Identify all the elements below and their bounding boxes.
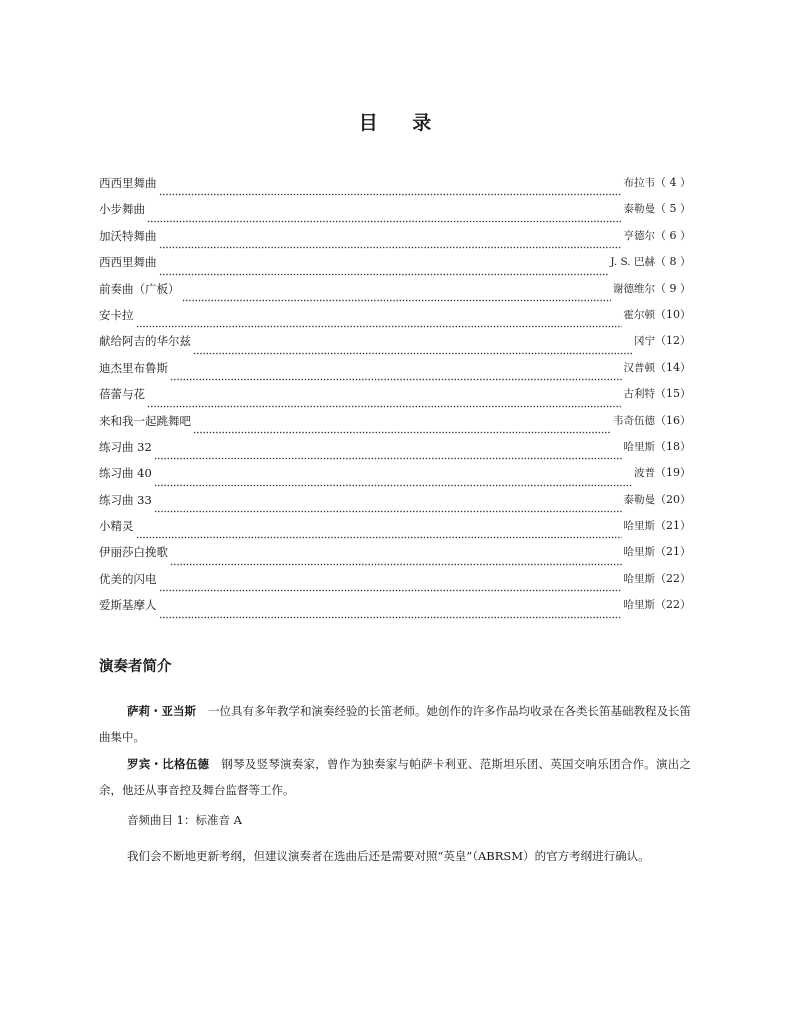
toc-entry-page: （14）	[655, 360, 691, 374]
toc-entry-title: 前奏曲（广板）	[99, 281, 180, 296]
audio-track-note: 音频曲目 1：标准音 A	[127, 813, 242, 827]
table-of-contents	[99, 170, 691, 619]
performers-heading: 演奏者简介	[99, 659, 172, 675]
toc-entry-page: （15）	[655, 387, 691, 401]
toc-entry[interactable]	[99, 196, 691, 222]
dot-leader	[159, 602, 622, 619]
toc-entry-composer: 古利特	[623, 388, 655, 401]
toc-entry[interactable]	[99, 487, 691, 513]
toc-entry-composer: 哈里斯	[623, 572, 655, 585]
dot-leader	[193, 417, 611, 434]
toc-entry[interactable]	[99, 276, 691, 302]
page-title: 目 录	[358, 112, 446, 134]
dot-leader	[147, 206, 622, 223]
syllabus-note: 我们会不断地更新考纲，但建议演奏者在选曲后还是需要对照“英皇”（ABRSM）的官方考纲进行确认。	[127, 849, 650, 863]
toc-entry-title: 迪杰里布鲁斯	[99, 360, 168, 375]
dot-leader	[154, 496, 622, 513]
toc-entry-composer: 韦奇伍德	[613, 414, 655, 427]
performer-name: 罗宾・比格伍德	[127, 757, 210, 771]
toc-entry-title: 练习曲 40	[99, 466, 152, 481]
toc-entry-title: 来和我一起跳舞吧	[99, 413, 191, 428]
toc-entry-page: （ 5 ）	[655, 202, 691, 216]
toc-entry-composer: 泰勒曼	[623, 493, 655, 506]
toc-entry-composer: J. S. 巴赫	[610, 256, 655, 269]
toc-entry-composer: 汉普顿	[623, 361, 655, 374]
dot-leader	[159, 259, 609, 276]
toc-entry-composer: 霍尔顿	[623, 308, 655, 321]
toc-entry-page: （20）	[655, 492, 691, 506]
toc-entry-page: （10）	[655, 307, 691, 321]
performer-bio	[99, 751, 691, 803]
toc-entry[interactable]	[99, 460, 691, 486]
toc-entry-title: 小步舞曲	[99, 202, 145, 217]
toc-entry[interactable]	[99, 381, 691, 407]
toc-entry-page: （ 6 ）	[655, 228, 691, 242]
toc-entry-title: 优美的闪电	[99, 571, 157, 586]
toc-entry-composer: 哈里斯	[623, 599, 655, 612]
toc-entry-page: （18）	[655, 439, 691, 453]
toc-entry-title: 安卡拉	[99, 307, 134, 322]
toc-entry-composer: 波普	[634, 467, 655, 480]
dot-leader	[193, 338, 632, 355]
performer-name: 萨莉・亚当斯	[127, 704, 196, 718]
toc-entry-title: 蓓蕾与花	[99, 387, 145, 402]
toc-entry-page: （ 8 ）	[655, 255, 691, 269]
dot-leader	[147, 391, 622, 408]
toc-entry-page: （16）	[655, 413, 691, 427]
toc-entry[interactable]	[99, 539, 691, 565]
toc-entry-composer: 谢德维尔	[613, 282, 655, 295]
toc-entry-composer: 冈宁	[634, 335, 655, 348]
toc-entry-page: （12）	[655, 334, 691, 348]
toc-entry-title: 献给阿吉的华尔兹	[99, 334, 191, 349]
dot-leader	[154, 443, 622, 460]
toc-entry-composer: 泰勒曼	[623, 203, 655, 216]
dot-leader	[170, 364, 622, 381]
toc-entry-title: 练习曲 32	[99, 439, 152, 454]
toc-entry-page: （ 4 ）	[655, 175, 691, 189]
performer-description: 一位具有多年教学和演奏经验的长笛老师。她创作的许多作品均收录在各类长笛基础教程及长笛曲集中。	[99, 704, 691, 744]
dot-leader	[136, 522, 622, 539]
toc-entry-title: 西西里舞曲	[99, 255, 157, 270]
toc-entry-title: 西西里舞曲	[99, 175, 157, 190]
dot-leader	[182, 285, 612, 302]
dot-leader	[136, 311, 622, 328]
dot-leader	[159, 232, 622, 249]
toc-entry[interactable]	[99, 434, 691, 460]
dot-leader	[159, 179, 622, 196]
dot-leader	[170, 549, 622, 566]
dot-leader	[159, 575, 622, 592]
toc-entry-page: （22）	[655, 598, 691, 612]
toc-entry[interactable]	[99, 566, 691, 592]
toc-entry-composer: 布拉韦	[623, 176, 655, 189]
toc-entry-title: 加沃特舞曲	[99, 228, 157, 243]
toc-entry[interactable]	[99, 592, 691, 618]
toc-entry-composer: 亨德尔	[623, 229, 655, 242]
toc-entry-title: 伊丽莎白挽歌	[99, 545, 168, 560]
toc-entry-composer: 哈里斯	[623, 520, 655, 533]
performer-bio	[99, 698, 691, 750]
dot-leader	[154, 470, 632, 487]
toc-entry-title: 小精灵	[99, 519, 134, 534]
toc-entry[interactable]	[99, 302, 691, 328]
toc-entry-title: 爱斯基摩人	[99, 598, 157, 613]
toc-entry[interactable]	[99, 513, 691, 539]
toc-entry[interactable]	[99, 223, 691, 249]
toc-entry-page: （ 9 ）	[655, 281, 691, 295]
toc-entry[interactable]	[99, 328, 691, 354]
toc-entry-title: 练习曲 33	[99, 492, 152, 507]
toc-entry-page: （21）	[655, 519, 691, 533]
performer-description: 钢琴及竖琴演奏家，曾作为独奏家与帕萨卡利亚、范斯坦乐团、英国交响乐团合作。演出之余，他还从事音控及舞台监督等工作。	[99, 757, 691, 797]
toc-entry[interactable]	[99, 355, 691, 381]
toc-entry-page: （21）	[655, 545, 691, 559]
toc-entry[interactable]	[99, 249, 691, 275]
toc-entry-composer: 哈里斯	[623, 546, 655, 559]
toc-entry[interactable]	[99, 170, 691, 196]
toc-entry-page: （19）	[655, 466, 691, 480]
toc-entry[interactable]	[99, 408, 691, 434]
toc-entry-page: （22）	[655, 571, 691, 585]
toc-entry-composer: 哈里斯	[623, 440, 655, 453]
